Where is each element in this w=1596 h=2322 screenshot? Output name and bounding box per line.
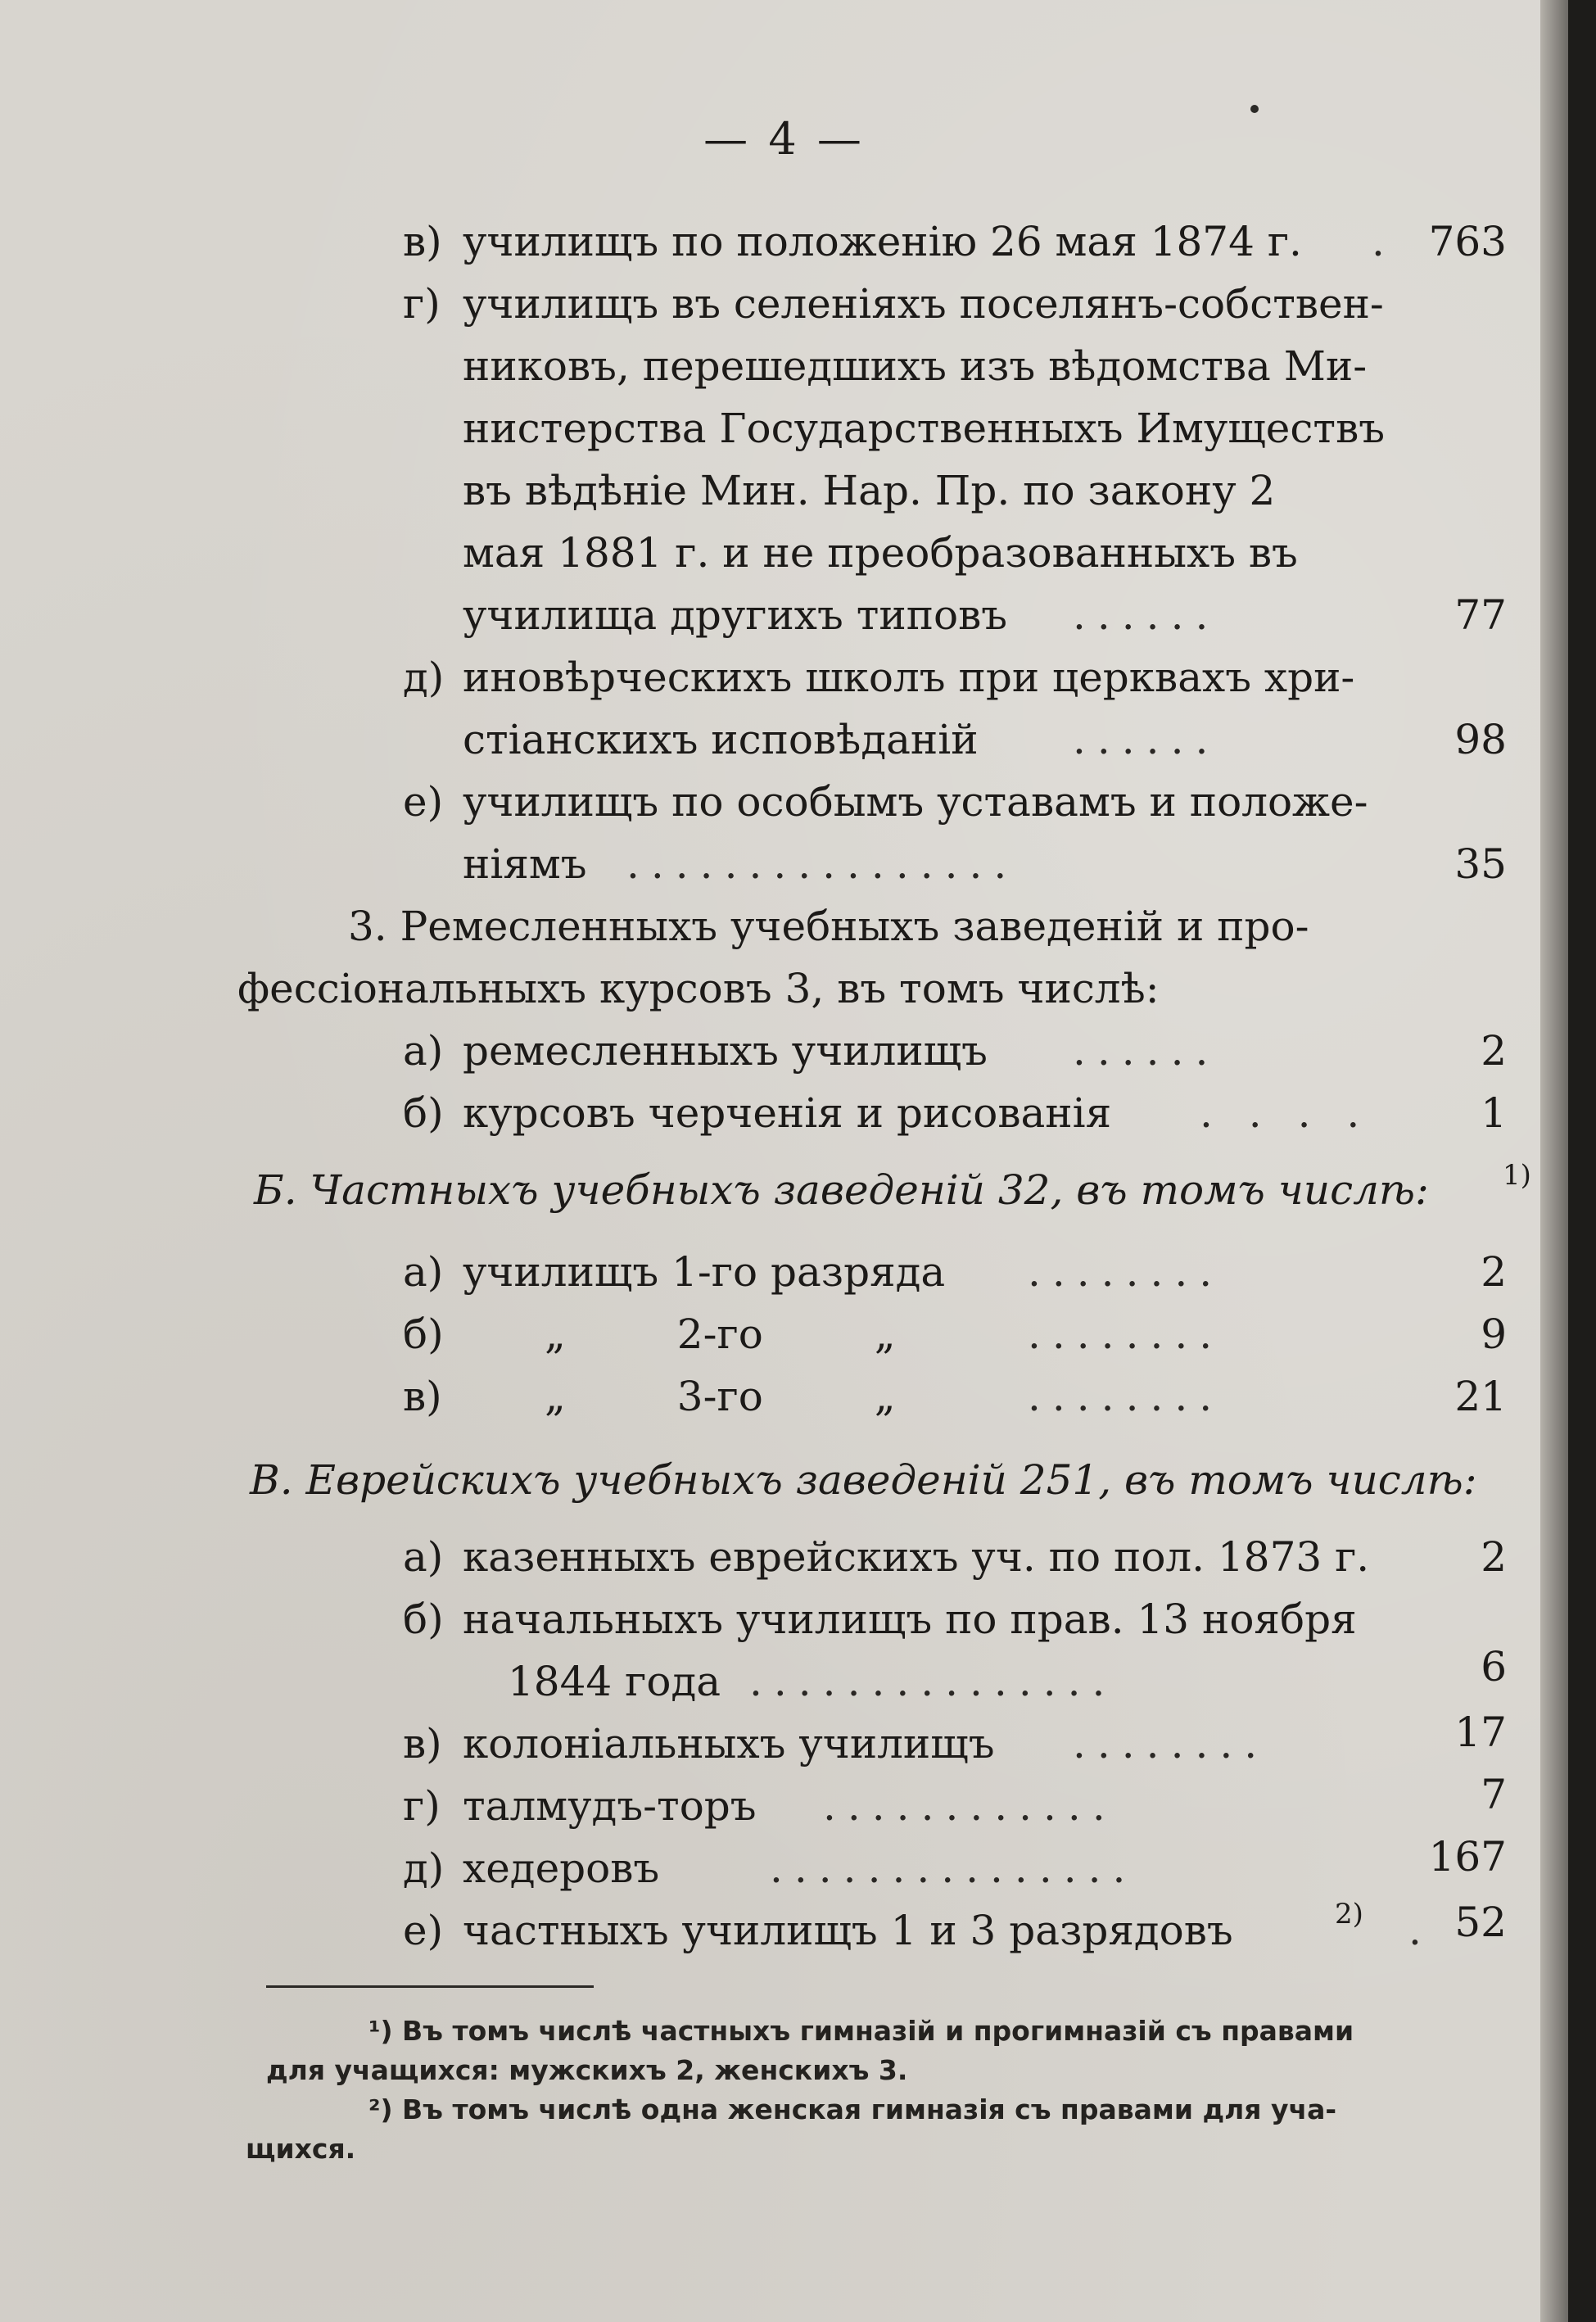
footnote-ref: 2) xyxy=(1335,1898,1363,1930)
item-value: 167 xyxy=(1428,1833,1507,1881)
item-label: а) xyxy=(403,1248,444,1296)
item-label: г) xyxy=(403,280,441,328)
item-text: „ 2-го „ xyxy=(545,1310,896,1358)
footnote-ref: 1) xyxy=(1503,1159,1531,1192)
item-text: 1844 года xyxy=(508,1658,721,1705)
item-text: училищъ по положенію 26 мая 1874 г. xyxy=(463,218,1302,265)
item-text: нистерства Государственныхъ Имуществъ xyxy=(463,405,1386,452)
item-text: „ 3-го „ xyxy=(545,1373,896,1420)
section-heading: В. Еврейскихъ учебныхъ заведеній 251, въ томъ числѣ: xyxy=(250,1456,1477,1504)
item-label: б) xyxy=(403,1089,444,1137)
footnote-text: ²) Въ томъ числѣ одна женская гимназія съ правами для уча- xyxy=(368,2093,1337,2125)
item-text: колоніальныхъ училищъ xyxy=(463,1720,995,1768)
item-text: ремесленныхъ училищъ xyxy=(463,1027,988,1075)
leader-dots: ...... xyxy=(1073,1027,1220,1075)
item-text: училищъ по особымъ уставамъ и положе- xyxy=(463,778,1368,826)
item-label: д) xyxy=(403,1844,445,1892)
item-text: ніямъ xyxy=(463,840,587,888)
item-text: частныхъ училищъ 1 и 3 разрядовъ xyxy=(463,1907,1233,1954)
leader-dots: ................ xyxy=(626,840,1019,888)
item-text: училищъ 1-го разряда xyxy=(463,1248,946,1296)
item-text: начальныхъ училищъ по прав. 13 ноября xyxy=(463,1596,1357,1643)
item-text: училищъ въ селеніяхъ поселянъ-собствен- xyxy=(463,280,1384,328)
item-text: талмудъ-торъ xyxy=(463,1782,757,1830)
leader-dots: ...... xyxy=(1073,591,1220,639)
item-value: 7 xyxy=(1481,1771,1507,1818)
section-heading: фессіональныхъ курсовъ 3, въ томъ числѣ: xyxy=(237,965,1160,1012)
item-value: 763 xyxy=(1428,218,1507,265)
item-value: 6 xyxy=(1481,1643,1507,1691)
item-label: е) xyxy=(403,1907,444,1954)
item-label: е) xyxy=(403,778,444,826)
item-value: 2 xyxy=(1481,1533,1507,1581)
section-heading: Б. Частныхъ учебныхъ заведеній 32, въ томъ числѣ: xyxy=(254,1166,1429,1214)
section-heading: 3. Ремесленныхъ учебныхъ заведеній и про- xyxy=(348,903,1309,950)
ink-speck xyxy=(1250,105,1259,113)
item-value: 52 xyxy=(1454,1899,1507,1946)
item-label: г) xyxy=(403,1782,441,1830)
footnote-text: для учащихся: мужскихъ 2, женскихъ 3. xyxy=(266,2054,908,2086)
item-value: 1 xyxy=(1481,1089,1507,1137)
item-value: 98 xyxy=(1454,716,1507,763)
page-number: — 4 — xyxy=(703,113,865,165)
footnote-text: щихся. xyxy=(246,2133,356,2165)
item-text: курсовъ черченія и рисованія xyxy=(463,1089,1112,1137)
book-spine-shadow xyxy=(1540,0,1568,2322)
item-value: 2 xyxy=(1481,1027,1507,1075)
footnote-rule xyxy=(266,1985,594,1988)
leader-dots: . xyxy=(1372,218,1396,265)
item-label: в) xyxy=(403,1373,442,1420)
item-text: мая 1881 г. и не преобразованныхъ въ xyxy=(463,529,1298,577)
item-label: б) xyxy=(403,1310,444,1358)
item-label: б) xyxy=(403,1596,444,1643)
footnote-text: ¹) Въ томъ числѣ частныхъ гимназій и прогимназій съ правами xyxy=(368,2015,1354,2047)
item-text: въ вѣдѣніе Мин. Нар. Пр. по закону 2 xyxy=(463,467,1276,514)
item-value: 17 xyxy=(1454,1709,1507,1756)
item-text: никовъ, перешедшихъ изъ вѣдомства Ми- xyxy=(463,342,1368,390)
leader-dots: ............... xyxy=(749,1658,1117,1705)
item-label: в) xyxy=(403,1720,442,1768)
item-text: казенныхъ еврейскихъ уч. по пол. 1873 г. xyxy=(463,1533,1370,1581)
leader-dots: ........ xyxy=(1028,1373,1224,1420)
item-label: а) xyxy=(403,1027,444,1075)
leader-dots: ........ xyxy=(1073,1720,1269,1768)
item-text: хедеровъ xyxy=(463,1844,660,1892)
leader-dots: . xyxy=(1408,1907,1433,1954)
item-text: училища другихъ типовъ xyxy=(463,591,1008,639)
item-value: 2 xyxy=(1481,1248,1507,1296)
item-label: а) xyxy=(403,1533,444,1581)
item-text: иновѣрческихъ школъ при церквахъ хри- xyxy=(463,654,1355,701)
item-label: в) xyxy=(403,218,442,265)
item-value: 35 xyxy=(1454,840,1507,888)
item-text: стіанскихъ исповѣданій xyxy=(463,716,979,763)
leader-dots: ............... xyxy=(770,1844,1137,1892)
leader-dots: . . . . xyxy=(1200,1089,1372,1137)
item-value: 77 xyxy=(1454,591,1507,639)
leader-dots: ...... xyxy=(1073,716,1220,763)
leader-dots: ........ xyxy=(1028,1310,1224,1358)
leader-dots: ............ xyxy=(823,1782,1117,1830)
item-value: 21 xyxy=(1454,1373,1507,1420)
item-label: д) xyxy=(403,654,445,701)
item-value: 9 xyxy=(1481,1310,1507,1358)
leader-dots: ........ xyxy=(1028,1248,1224,1296)
